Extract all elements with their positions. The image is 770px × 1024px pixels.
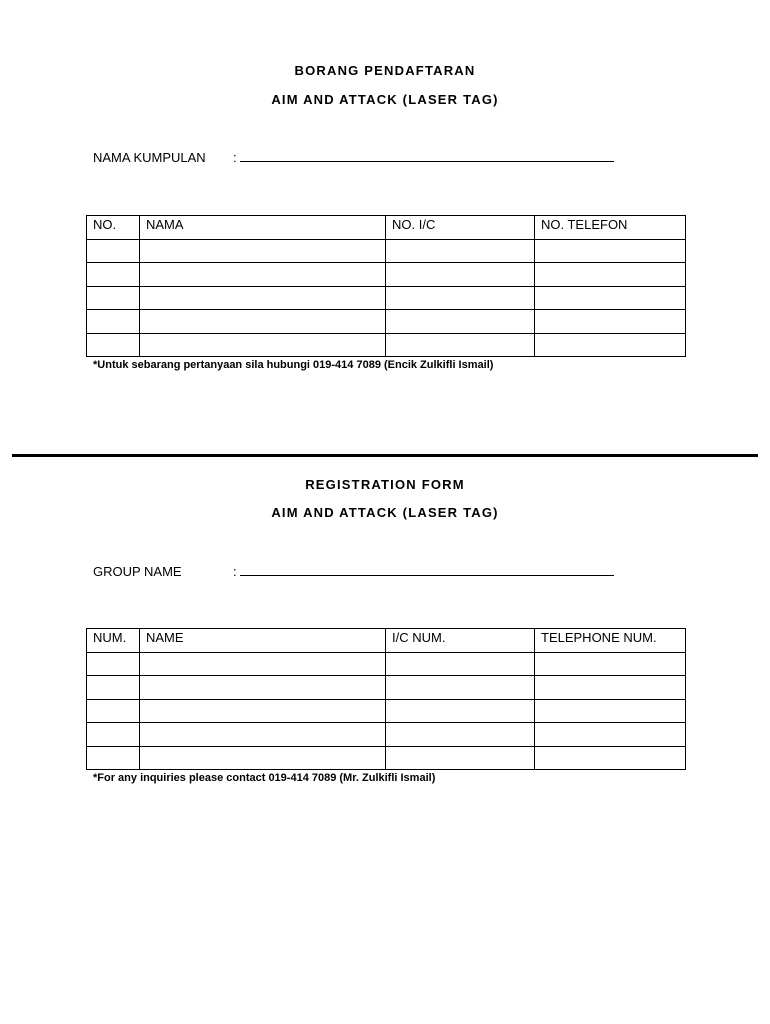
malay-table-row [87,263,686,287]
malay-name-cell[interactable] [140,333,386,357]
english-table-row [87,699,686,723]
english-phone-cell[interactable] [535,746,686,770]
malay-ic-cell[interactable] [386,239,535,263]
malay-form-subtitle: AIM AND ATTACK (LASER TAG) [271,92,499,107]
english-name-cell[interactable] [140,699,386,723]
malay-ic-cell[interactable] [386,286,535,310]
english-phone-cell[interactable] [535,699,686,723]
malay-name-cell[interactable] [140,286,386,310]
english-ic-cell[interactable] [386,699,535,723]
english-phone-cell[interactable] [535,676,686,700]
malay-col-number-header: NO. [87,216,140,240]
malay-group-name-line[interactable] [240,160,614,162]
english-table-row [87,723,686,747]
english-table-row [87,652,686,676]
english-contact-note: *For any inquiries please contact 019-414 7089 (Mr. Zulkifli Ismail) [93,772,436,784]
english-number-cell[interactable] [87,746,140,770]
malay-col-phone-header: NO. TELEFON [535,216,686,240]
english-registration-table [86,628,686,770]
english-table-body [87,652,686,770]
english-table-header-row [87,629,686,653]
english-col-ic-header: I/C NUM. [386,629,535,653]
english-number-cell[interactable] [87,652,140,676]
malay-col-ic-header: NO. I/C [386,216,535,240]
malay-table-row [87,239,686,263]
english-number-cell[interactable] [87,723,140,747]
english-col-name-header: NAME [140,629,386,653]
malay-table-row [87,286,686,310]
english-number-cell[interactable] [87,676,140,700]
malay-name-cell[interactable] [140,310,386,334]
malay-ic-cell[interactable] [386,310,535,334]
english-ic-cell[interactable] [386,652,535,676]
english-phone-cell[interactable] [535,723,686,747]
english-ic-cell[interactable] [386,676,535,700]
english-col-phone-header: TELEPHONE NUM. [535,629,686,653]
malay-group-name-colon: : [233,150,237,165]
malay-col-name-header: NAMA [140,216,386,240]
malay-group-name-label: NAMA KUMPULAN [93,150,206,165]
malay-table-body [87,239,686,357]
malay-phone-cell[interactable] [535,286,686,310]
malay-table-row [87,333,686,357]
malay-phone-cell[interactable] [535,333,686,357]
english-name-cell[interactable] [140,746,386,770]
english-col-number-header: NUM. [87,629,140,653]
malay-name-cell[interactable] [140,263,386,287]
malay-group-name-field[interactable] [93,150,614,165]
malay-number-cell[interactable] [87,310,140,334]
english-group-name-line[interactable] [240,574,614,576]
malay-number-cell[interactable] [87,239,140,263]
malay-phone-cell[interactable] [535,263,686,287]
english-phone-cell[interactable] [535,652,686,676]
malay-ic-cell[interactable] [386,333,535,357]
english-ic-cell[interactable] [386,723,535,747]
english-group-name-label: GROUP NAME [93,564,182,579]
malay-contact-note: *Untuk sebarang pertanyaan sila hubungi 019-414 7089 (Encik Zulkifli Ismail) [93,359,494,371]
malay-table-row [87,310,686,334]
malay-number-cell[interactable] [87,333,140,357]
malay-name-cell[interactable] [140,239,386,263]
malay-phone-cell[interactable] [535,239,686,263]
english-form-subtitle: AIM AND ATTACK (LASER TAG) [271,505,499,520]
english-name-cell[interactable] [140,723,386,747]
malay-table-header-row [87,216,686,240]
english-table-row [87,676,686,700]
english-name-cell[interactable] [140,652,386,676]
english-form-title: REGISTRATION FORM [305,477,465,492]
malay-number-cell[interactable] [87,263,140,287]
english-name-cell[interactable] [140,676,386,700]
malay-form-title: BORANG PENDAFTARAN [294,63,476,78]
english-group-name-field[interactable] [93,564,614,579]
section-divider [12,454,758,457]
malay-phone-cell[interactable] [535,310,686,334]
malay-ic-cell[interactable] [386,263,535,287]
english-table-row [87,746,686,770]
malay-registration-table [86,215,686,357]
english-number-cell[interactable] [87,699,140,723]
english-group-name-colon: : [233,564,237,579]
english-ic-cell[interactable] [386,746,535,770]
malay-number-cell[interactable] [87,286,140,310]
